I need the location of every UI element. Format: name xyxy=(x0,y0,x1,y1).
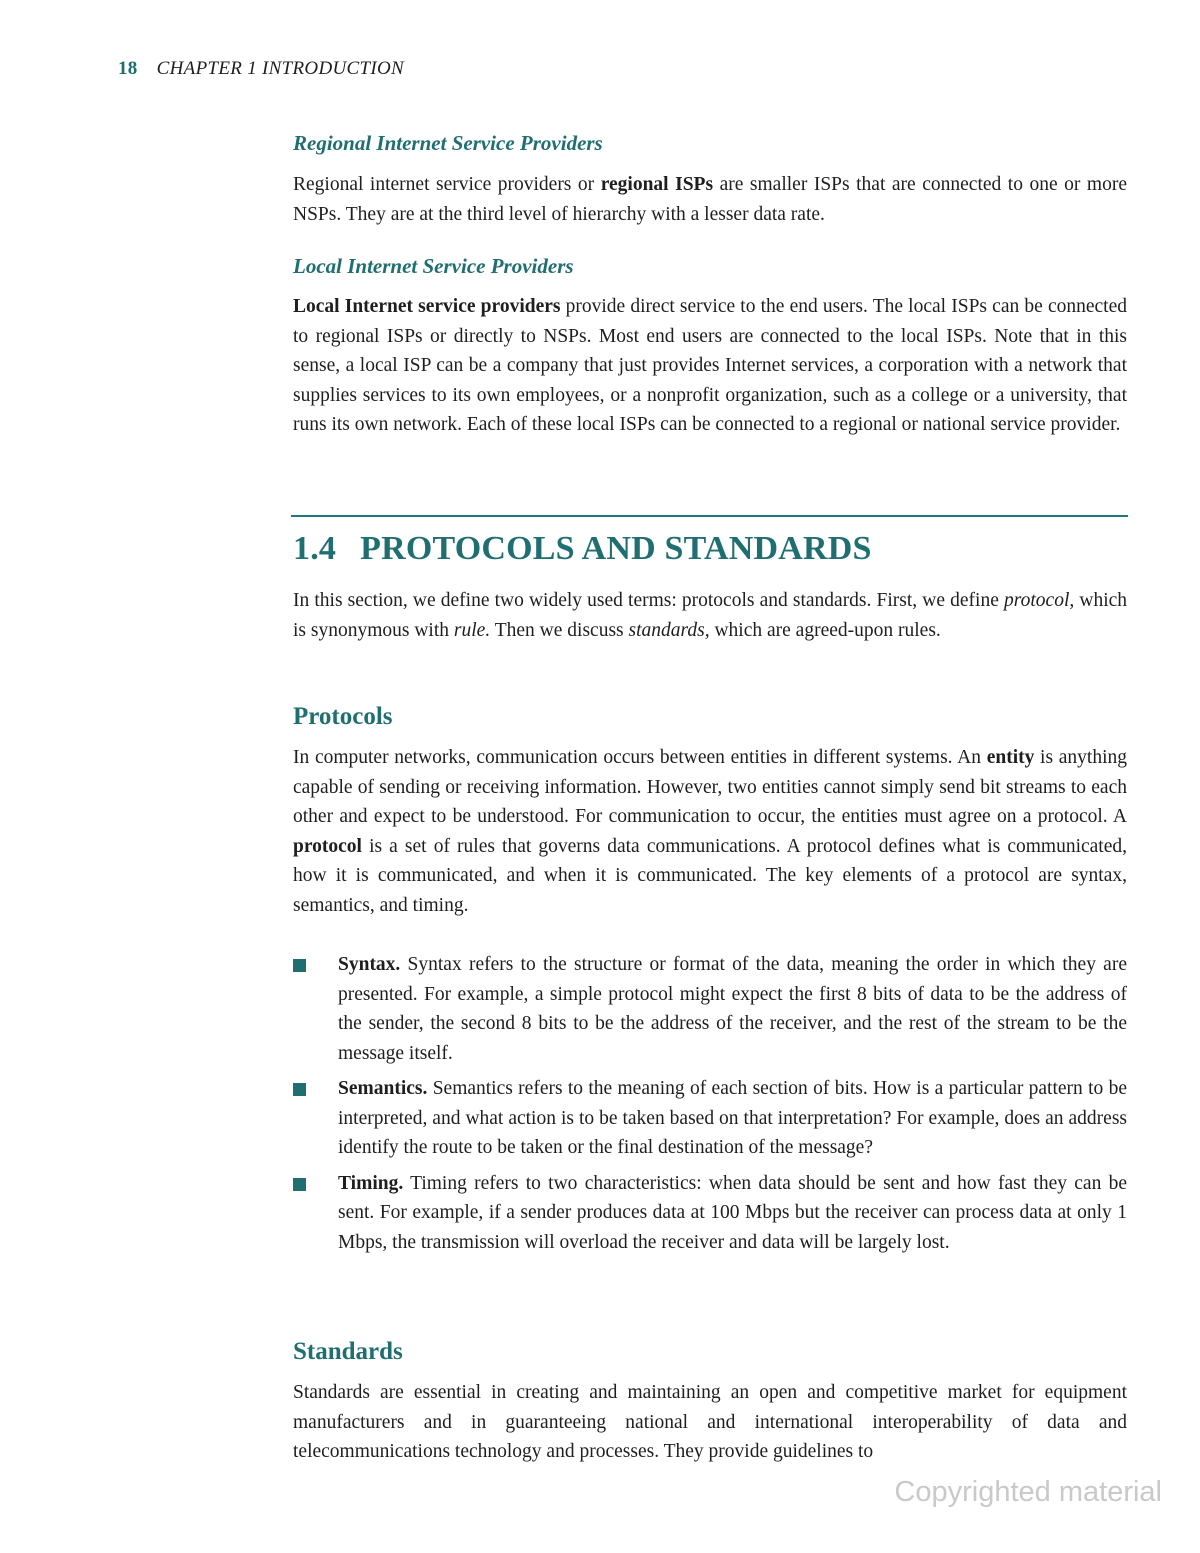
section-intro xyxy=(293,586,1127,645)
bullet-square-icon xyxy=(293,1178,306,1191)
page-number: 18 xyxy=(118,58,138,79)
running-head xyxy=(118,58,404,80)
section-title-text: PROTOCOLS AND STANDARDS xyxy=(360,530,872,567)
semantics-term: Semantics. xyxy=(338,1078,428,1099)
section-intro-text: In this section, we define two widely used terms: protocols and standards. First, we define protocol, which is synonymous with rule. Then we discuss standards, which are agreed-upon rules. xyxy=(293,590,1128,641)
regional-isp-heading: Regional Internet Service Providers xyxy=(293,131,603,155)
semantics-item-text xyxy=(338,1074,1127,1163)
local-isp-paragraph xyxy=(293,292,1127,440)
list-item xyxy=(293,950,1127,1068)
semantics-description: Semantics refers to the meaning of each section of bits. How is a particular pattern to be interpreted, and what action is to be taken based on that interpretation? For example, does an address identify the route to be taken or the final destination of the message? xyxy=(338,1078,1127,1158)
section-title xyxy=(293,530,872,568)
protocols-paragraph xyxy=(293,743,1127,920)
list-item xyxy=(293,1169,1127,1258)
standards-heading: Standards xyxy=(293,1338,403,1365)
local-isp-text: Local Internet service providers provide direct service to the end users. The local ISPs can be connected to regional ISPs or directly to NSPs. Most end users are connected to the local ISPs. Note that in this sense, a local ISP can be a company that just provides Internet services, a corporation with a network that supplies services to its own employees, or a nonprofit organization, such as a college or a university, that runs its own network. Each of these local ISPs can be connected to a regional or national service provider. xyxy=(293,296,1127,435)
protocol-elements-list xyxy=(293,950,1127,1263)
standards-paragraph xyxy=(293,1378,1127,1467)
syntax-item-text xyxy=(338,950,1127,1068)
protocols-text: In computer networks, communication occurs between entities in different systems. An entity is anything capable of sending or receiving information. However, two entities cannot simply send bit streams to each other and expect to be understood. For communication to occur, the entities must agree on a protocol. A protocol is a set of rules that governs data communications. A protocol defines what is communicated, how it is communicated, and when it is communicated. The key elements of a protocol are syntax, semantics, and timing. xyxy=(293,747,1127,916)
syntax-description: Syntax refers to the structure or format of the data, meaning the order in which they are presented. For example, a simple protocol might expect the first 8 bits of data to be the address of the sender, the second 8 bits to be the address of the receiver, and the rest of the stream to be the message itself. xyxy=(338,954,1127,1064)
standards-text: Standards are essential in creating and maintaining an open and competitive market for equipment manufacturers and in guaranteeing national and international interoperability of data and telecommunications technology and processes. They provide guidelines to xyxy=(293,1382,1127,1462)
timing-description: Timing refers to two characteristics: when data should be sent and how fast they can be sent. For example, if a sender produces data at 100 Mbps but the receiver can process data at only 1 Mbps, the transmission will overload the receiver and data will be largely lost. xyxy=(338,1172,1127,1253)
copyright-watermark: Copyrighted material xyxy=(894,1476,1162,1508)
local-isp-heading: Local Internet Service Providers xyxy=(293,254,574,278)
protocols-heading: Protocols xyxy=(293,703,393,730)
section-number: 1.4 xyxy=(293,530,337,567)
chapter-title: CHAPTER 1 INTRODUCTION xyxy=(156,58,404,79)
bullet-square-icon xyxy=(293,959,306,972)
timing-term: Timing. xyxy=(338,1172,404,1194)
list-item xyxy=(293,1074,1127,1163)
regional-isp-paragraph xyxy=(293,170,1127,229)
syntax-term: Syntax. xyxy=(338,954,401,975)
section-divider xyxy=(291,515,1128,517)
timing-item-text xyxy=(338,1169,1127,1258)
bullet-square-icon xyxy=(293,1083,306,1096)
regional-isp-text: Regional internet service providers or regional ISPs are smaller ISPs that are connected to one or more NSPs. They are at the third level of hierarchy with a lesser data rate. xyxy=(293,174,1128,225)
